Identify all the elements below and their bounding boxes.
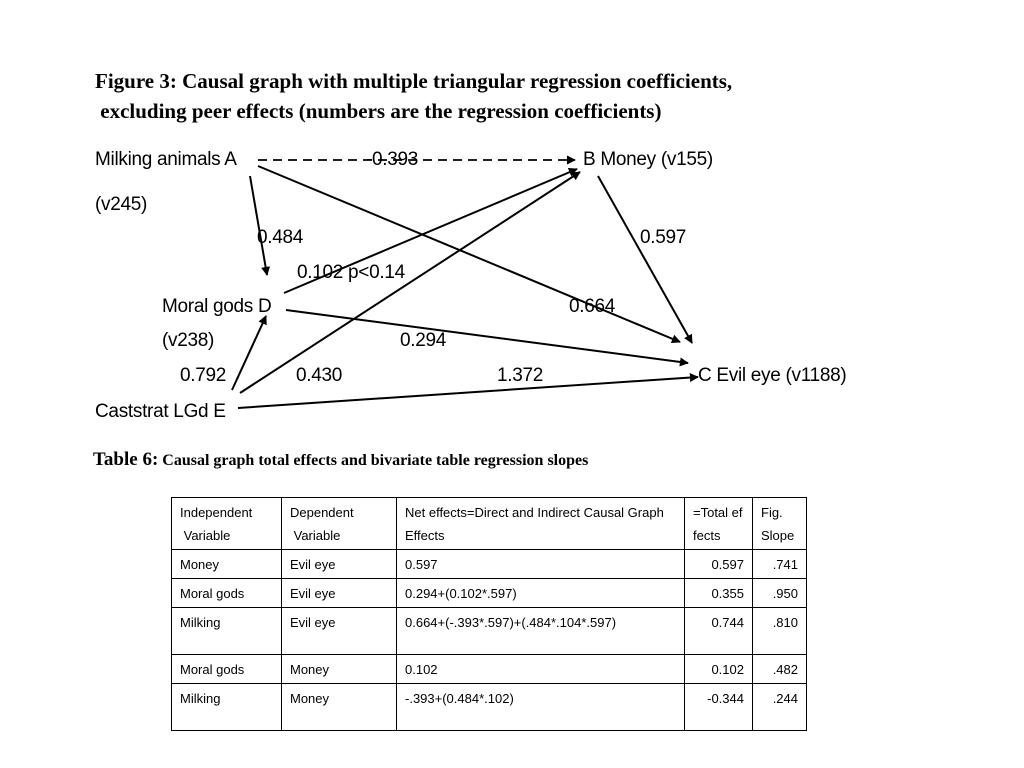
node-d-label: Moral gods D [162, 296, 272, 317]
edge-label-e-d: 0.792 [180, 365, 227, 386]
edge-label-e-b: 0.430 [296, 365, 343, 386]
cell-dependent: Evil eye [282, 579, 397, 608]
cell-independent: Moral gods [172, 655, 282, 684]
edge-label-a-b: -0.393 [366, 149, 419, 170]
node-d-variable: (v238) [162, 330, 215, 351]
table-caption-text: Causal graph total effects and bivariate table regression slopes [162, 452, 589, 469]
cell-independent: Money [172, 550, 282, 579]
cell-net-effects: 0.294+(0.102*.597) [397, 579, 685, 608]
edge-label-b-c: 0.597 [640, 227, 687, 248]
effects-table [171, 497, 807, 731]
header-net-effects: Net effects=Direct and Indirect Causal Graph Effects [397, 498, 685, 550]
node-c-label: C Evil eye (v1188) [698, 365, 847, 386]
edge-d-c [286, 310, 688, 363]
node-b-label: B Money (v155) [583, 149, 713, 170]
cell-fig-slope: .482 [753, 655, 807, 684]
edge-a-d [250, 176, 267, 275]
cell-independent: Moral gods [172, 579, 282, 608]
cell-fig-slope: .244 [753, 684, 807, 731]
table-header-row [172, 498, 807, 550]
edge-label-e-c: 1.372 [497, 365, 544, 386]
cell-independent: Milking [172, 684, 282, 731]
cell-independent: Milking [172, 608, 282, 655]
cell-dependent: Evil eye [282, 608, 397, 655]
edge-label-a-d: 0.484 [257, 227, 304, 248]
cell-total-effects: 0.355 [685, 579, 753, 608]
cell-net-effects: -.393+(0.484*.102) [397, 684, 685, 731]
edge-label-a-c: 0.664 [569, 296, 616, 317]
table-row [172, 608, 807, 655]
cell-total-effects: 0.597 [685, 550, 753, 579]
cell-total-effects: -0.344 [685, 684, 753, 731]
table-caption [93, 449, 588, 471]
table-row [172, 550, 807, 579]
cell-fig-slope: .741 [753, 550, 807, 579]
cell-net-effects: 0.664+(-.393*.597)+(.484*.104*.597) [397, 608, 685, 655]
header-fig-slope: Fig. Slope [753, 498, 807, 550]
cell-dependent: Money [282, 684, 397, 731]
edge-label-d-c: 0.294 [400, 330, 447, 351]
cell-total-effects: 0.744 [685, 608, 753, 655]
cell-net-effects: 0.102 [397, 655, 685, 684]
edge-label-d-b: 0.102 p<0.14 [297, 262, 405, 283]
cell-fig-slope: .950 [753, 579, 807, 608]
node-a-label: Milking animals A [95, 149, 237, 170]
table-row [172, 655, 807, 684]
cell-fig-slope: .810 [753, 608, 807, 655]
edge-e-b [240, 172, 580, 393]
cell-net-effects: 0.597 [397, 550, 685, 579]
table-caption-label: Table 6: [93, 449, 159, 470]
header-dependent-variable: Dependent Variable [282, 498, 397, 550]
cell-total-effects: 0.102 [685, 655, 753, 684]
figure-title: Figure 3: Causal graph with multiple triangular regression coefficients, excluding peer effects (numbers are the regression coefficients) [95, 69, 733, 123]
cell-dependent: Evil eye [282, 550, 397, 579]
cell-dependent: Money [282, 655, 397, 684]
node-a-variable: (v245) [95, 194, 148, 215]
header-independent-variable: Independent Variable [172, 498, 282, 550]
table-row [172, 579, 807, 608]
table-row [172, 684, 807, 731]
node-e-label: Caststrat LGd E [95, 401, 226, 422]
header-total-effects: =Total effects [685, 498, 753, 550]
